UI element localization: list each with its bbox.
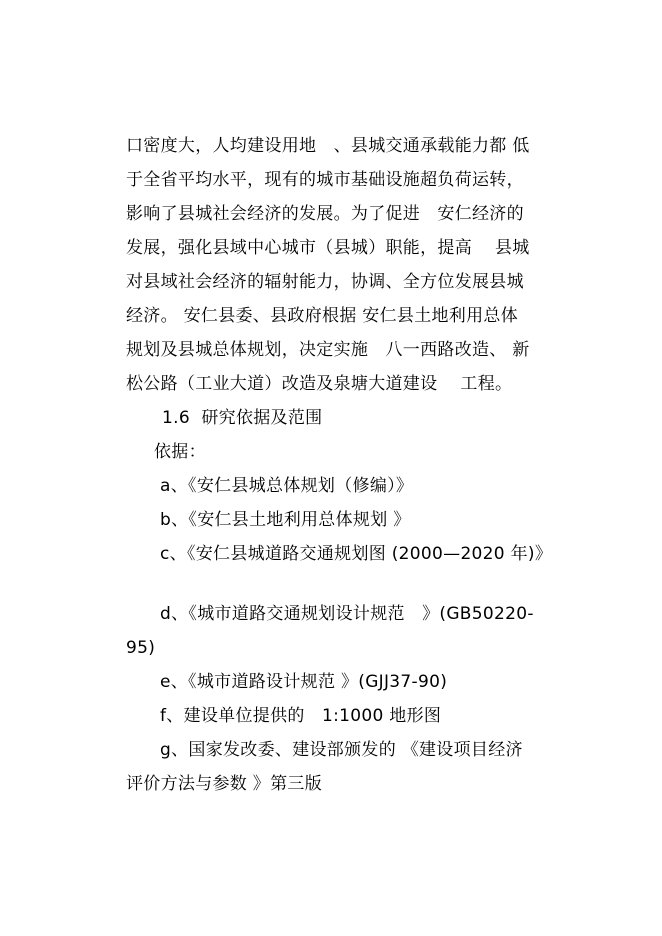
paragraph-line: 松公路（工业大道）改造及泉塘大道建设 工程。 [126,374,513,394]
basis-item-g-line2: 评价方法与参数 》第三版 [126,774,323,794]
basis-item-g-line1: g、国家发改委、建设部颁发的 《建设项目经济 [160,740,523,760]
basis-item-f: f、建设单位提供的 1:1000 地形图 [160,706,442,726]
paragraph-line: 于全省平均水平，现有的城市基础设施超负荷运转， [126,170,524,190]
basis-item-c: c、《安仁县城道路交通规划图 (2000—2020 年)》 [160,544,553,564]
basis-item-b: b、《安仁县土地利用总体规划 》 [160,510,411,530]
paragraph-line: 对县域社会经济的辐射能力，协调、全方位发展县城 [126,272,524,292]
paragraph-line: 影响了县城社会经济的发展。为了促进 安仁经济的 [126,204,524,224]
basis-item-e: e、《城市道路设计规范 》(GJJ37-90) [160,672,448,692]
basis-item-a: a、《安仁县城总体规划（修编）》 [160,476,414,496]
basis-item-d-line2: 95) [126,638,156,658]
paragraph-line: 口密度大，人均建设用地 、县城交通承载能力都 低 [126,136,530,156]
paragraph-line: 发展，强化县域中心城市（县城）职能，提高 县城 [126,238,530,258]
section-heading: 1.6 研究依据及范围 [162,408,323,428]
paragraph-line: 规划及县城总体规划，决定实施 八一西路改造、 新 [126,340,530,360]
basis-item-d-line1: d、《城市道路交通规划设计规范 》(GB50220- [160,604,534,624]
paragraph-line: 经济。 安仁县委、县政府根据 安仁县土地利用总体 [126,306,519,326]
basis-label: 依据： [154,442,206,462]
